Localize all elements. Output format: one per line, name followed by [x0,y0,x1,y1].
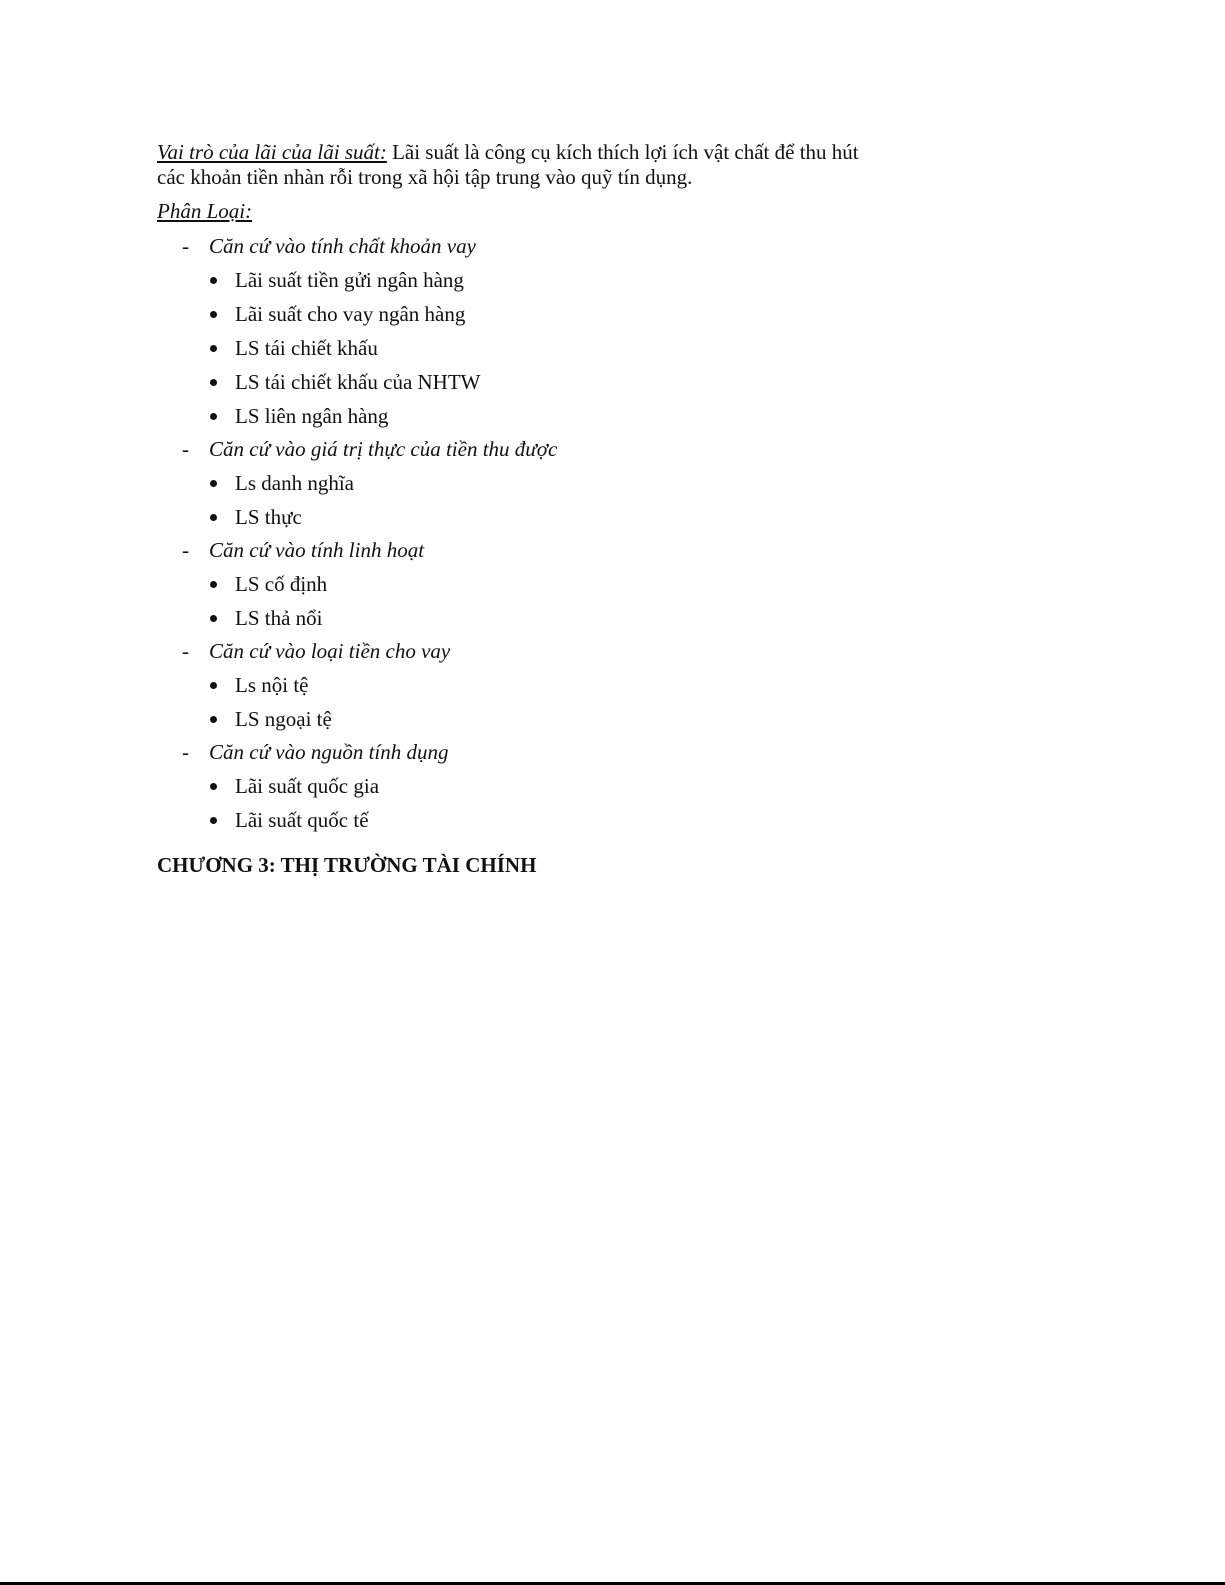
sub-item-list [157,567,877,635]
list-item [157,399,877,433]
sub-item-list [157,769,877,837]
list-item [157,668,877,702]
bullet-icon [210,682,217,689]
bullet-icon [210,716,217,723]
bullet-icon [210,817,217,824]
dash-marker: - [182,234,189,258]
bullet-icon [210,514,217,521]
document-body [157,140,877,879]
dash-marker: - [182,740,189,764]
criterion-title: Căn cứ vào giá trị thực của tiền thu được [209,437,558,461]
list-item [157,567,877,601]
list-item [157,331,877,365]
list-item [157,500,877,534]
criterion-title: Căn cứ vào tính chất khoản vay [209,234,476,258]
list-item-text: Lãi suất tiền gửi ngân hàng [235,268,464,292]
criterion-title: Căn cứ vào tính linh hoạt [209,538,425,562]
criterion-row [157,230,877,263]
bullet-icon [210,615,217,622]
list-item-text: LS liên ngân hàng [235,404,389,428]
criteria-list [157,230,877,837]
list-item [157,297,877,331]
bullet-icon [210,311,217,318]
intro-text: Lãi suất là công cụ kích thích lợi ích vật chất để thu hút các khoản tiền nhàn rỗi trong xã hội tập trung vào quỹ tín dụng. [157,140,859,189]
bullet-icon [210,783,217,790]
criterion-row [157,635,877,668]
list-item-text: Lãi suất quốc gia [235,774,380,798]
list-item-text: LS tái chiết khấu [235,336,378,360]
bullet-icon [210,480,217,487]
list-item-text: LS thả nổi [235,606,323,630]
dash-marker: - [182,639,189,663]
list-item [157,365,877,399]
classification-heading [157,198,877,224]
list-item-text: LS thực [235,505,302,529]
intro-label: Vai trò của lãi của lãi suất: [157,140,387,164]
bullet-icon [210,379,217,386]
criterion-block [157,230,877,433]
criterion-block [157,534,877,635]
list-item-text: Ls nội tệ [235,673,309,697]
sub-item-list [157,668,877,736]
list-item-text: Lãi suất quốc tế [235,808,369,832]
bullet-icon [210,345,217,352]
sub-item-list [157,466,877,534]
list-item-text: LS tái chiết khấu của NHTW [235,370,481,394]
classification-label: Phân Loại: [157,199,253,223]
criterion-row [157,534,877,567]
sub-item-list [157,263,877,433]
dash-marker: - [182,538,189,562]
list-item [157,803,877,837]
bullet-icon [210,581,217,588]
criterion-row [157,736,877,769]
list-item-text: LS ngoại tệ [235,707,332,731]
criterion-block [157,736,877,837]
list-item-text: LS cố định [235,572,328,596]
criterion-title: Căn cứ vào loại tiền cho vay [209,639,451,663]
bullet-icon [210,413,217,420]
chapter-title: CHƯƠNG 3: THỊ TRƯỜNG TÀI CHÍNH [157,853,537,877]
dash-marker: - [182,437,189,461]
list-item [157,263,877,297]
bullet-icon [210,277,217,284]
criterion-block [157,635,877,736]
criterion-title: Căn cứ vào nguồn tính dụng [209,740,449,764]
list-item [157,702,877,736]
criterion-block [157,433,877,534]
list-item-text: Ls danh nghĩa [235,471,354,495]
list-item [157,769,877,803]
criterion-row [157,433,877,466]
list-item [157,601,877,635]
intro-paragraph [157,140,877,190]
list-item [157,466,877,500]
list-item-text: Lãi suất cho vay ngân hàng [235,302,466,326]
